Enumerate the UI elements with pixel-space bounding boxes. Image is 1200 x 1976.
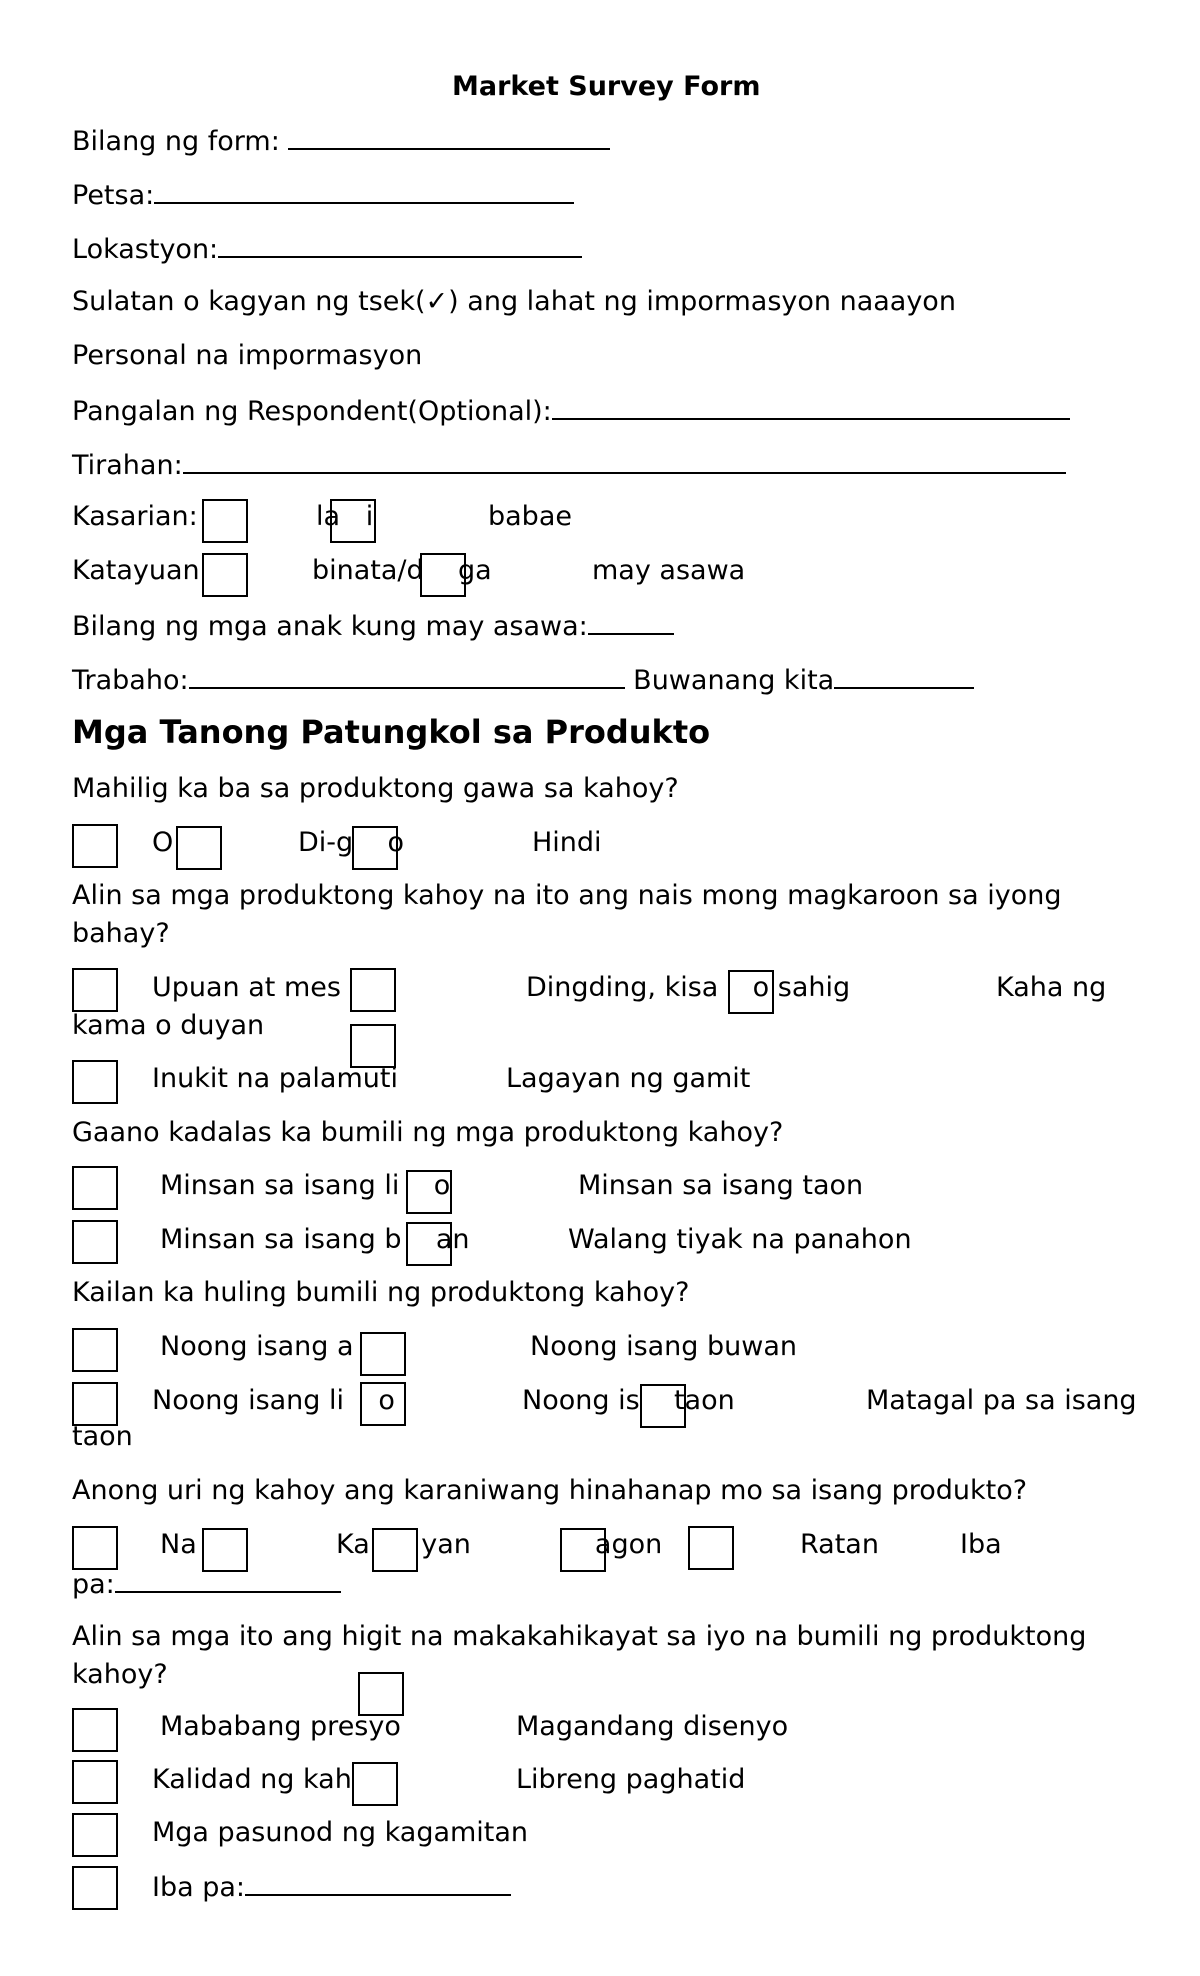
sex-option-female: babae bbox=[488, 501, 572, 532]
occupation-income-field bbox=[72, 663, 974, 697]
q5-option-mahogany: agon bbox=[552, 1529, 663, 1560]
q6-checkbox-paghatid[interactable] bbox=[352, 1762, 398, 1806]
sex-checkbox-female[interactable] bbox=[330, 499, 376, 543]
date-input[interactable] bbox=[154, 178, 574, 204]
location-label: Lokastyon: bbox=[72, 234, 219, 265]
q5-checkbox-iba[interactable] bbox=[688, 1526, 734, 1570]
form-number-label: Bilang ng form: bbox=[72, 126, 289, 157]
q4-checkbox-matagal[interactable] bbox=[640, 1384, 686, 1428]
status-checkbox-single[interactable] bbox=[202, 553, 248, 597]
q2-option-kaha-cont: kama o duyan bbox=[72, 1010, 265, 1041]
q4-text: Kailan ka huling bumili ng produktong kahoy? bbox=[72, 1277, 690, 1308]
q5-other-input[interactable] bbox=[115, 1567, 341, 1593]
q6-other-label: Iba pa: bbox=[152, 1872, 246, 1903]
children-input[interactable] bbox=[588, 609, 674, 635]
q5-checkbox-ratan[interactable] bbox=[560, 1528, 606, 1572]
q3-checkbox-buwan[interactable] bbox=[72, 1220, 118, 1264]
q2-option-lagayan: Lagayan ng gamit bbox=[506, 1063, 751, 1094]
q6-text-line2: kahoy? bbox=[72, 1659, 168, 1690]
q2-option-inukit: Inukit na palamuti bbox=[152, 1063, 398, 1094]
q1-checkbox-oo[interactable] bbox=[72, 824, 118, 868]
q2-checkbox-dingding[interactable] bbox=[350, 968, 396, 1012]
sex-option-male: la i bbox=[316, 501, 374, 532]
q4-checkbox-araw[interactable] bbox=[72, 1328, 118, 1372]
q1-option-hindi: Hindi bbox=[532, 827, 602, 858]
q1-checkbox-di-gaano[interactable] bbox=[176, 826, 222, 870]
q6-option-presyo: Mababang presyo bbox=[160, 1711, 401, 1742]
q3-checkbox-taon[interactable] bbox=[406, 1170, 452, 1214]
date-field bbox=[72, 178, 574, 212]
products-heading: Mga Tanong Patungkol sa Produkto bbox=[72, 713, 711, 751]
q6-other-input[interactable] bbox=[245, 1870, 511, 1896]
q5-text: Anong uri ng kahoy ang karaniwang hinahanap mo sa isang produkto? bbox=[72, 1475, 1028, 1506]
q5-option-narra: Na bbox=[160, 1529, 197, 1560]
address-input[interactable] bbox=[183, 448, 1066, 474]
respondent-name-field bbox=[72, 394, 1070, 428]
status-checkbox-married[interactable] bbox=[420, 553, 466, 597]
location-field bbox=[72, 232, 582, 266]
q5-option-ratan: Ratan bbox=[800, 1529, 879, 1560]
children-field bbox=[72, 609, 674, 643]
income-label: Buwanang kita bbox=[624, 665, 835, 696]
status-label: Katayuan bbox=[72, 555, 200, 586]
form-number-field bbox=[72, 124, 610, 158]
q4-checkbox-linggo[interactable] bbox=[72, 1382, 118, 1426]
q3-checkbox-linggo[interactable] bbox=[72, 1166, 118, 1210]
location-input[interactable] bbox=[218, 232, 582, 258]
q1-text: Mahilig ka ba sa produktong gawa sa kahoy? bbox=[72, 773, 679, 804]
form-number-input[interactable] bbox=[288, 124, 610, 150]
q2-option-kaha: Kaha ng bbox=[996, 972, 1107, 1003]
q2-option-dingding: Dingding, kisa o sahig bbox=[526, 972, 851, 1003]
date-label: Petsa: bbox=[72, 180, 155, 211]
status-option-married: may asawa bbox=[592, 555, 746, 586]
respondent-name-label: Pangalan ng Respondent(Optional): bbox=[72, 396, 552, 427]
q2-checkbox-inukit[interactable] bbox=[72, 1060, 118, 1104]
q6-checkbox-iba[interactable] bbox=[72, 1866, 118, 1910]
status-option-single: binata/d ga bbox=[312, 555, 492, 586]
q5-option-kawayan: Ka yan bbox=[336, 1529, 471, 1560]
q2-text-line1: Alin sa mga produktong kahoy na ito ang nais mong magkaroon sa iyong bbox=[72, 880, 1062, 911]
occupation-label: Trabaho: bbox=[72, 665, 189, 696]
q6-checkbox-pasunod[interactable] bbox=[72, 1813, 118, 1857]
sex-checkbox-male[interactable] bbox=[202, 499, 248, 543]
personal-section-title: Personal na impormasyon bbox=[72, 340, 423, 371]
q1-option-di-gaano: Di-g o bbox=[298, 827, 405, 858]
q4-checkbox-buwan[interactable] bbox=[360, 1332, 406, 1376]
q6-option-kalidad: Kalidad ng kah bbox=[152, 1764, 352, 1795]
q2-checkbox-kaha[interactable] bbox=[728, 970, 774, 1014]
address-label: Tirahan: bbox=[72, 450, 183, 481]
q6-option-disenyo: Magandang disenyo bbox=[516, 1711, 789, 1742]
q3-option-buwan: Minsan sa isang b an bbox=[160, 1224, 470, 1255]
q3-option-linggo: Minsan sa isang li o bbox=[160, 1170, 451, 1201]
q3-checkbox-walang-tiyak[interactable] bbox=[406, 1222, 452, 1266]
q2-checkbox-upuan[interactable] bbox=[72, 968, 118, 1012]
q3-option-taon: Minsan sa isang taon bbox=[578, 1170, 864, 1201]
q5-other-label: pa: bbox=[72, 1569, 115, 1600]
q4-option-linggo: Noong isang li o bbox=[152, 1385, 395, 1416]
q5-checkbox-kawayan[interactable] bbox=[202, 1528, 248, 1572]
q1-option-oo: O bbox=[152, 827, 174, 858]
q6-checkbox-disenyo[interactable] bbox=[358, 1672, 404, 1716]
q5-other-field bbox=[72, 1567, 341, 1601]
q4-option-araw: Noong isang a bbox=[160, 1331, 354, 1362]
q2-text-line2: bahay? bbox=[72, 918, 170, 949]
instruction-text: Sulatan o kagyan ng tsek(✓) ang lahat ng impormasyon naaayon bbox=[72, 286, 956, 317]
q4-checkbox-taon[interactable] bbox=[360, 1382, 406, 1426]
q4-option-matagal: Matagal pa sa isang bbox=[866, 1385, 1137, 1416]
q3-text: Gaano kadalas ka bumili ng mga produktong kahoy? bbox=[72, 1117, 784, 1148]
q6-text-line1: Alin sa mga ito ang higit na makakahikayat sa iyo na bumili ng produktong bbox=[72, 1621, 1087, 1652]
children-label: Bilang ng mga anak kung may asawa: bbox=[72, 611, 588, 642]
q5-option-iba: Iba bbox=[960, 1529, 1002, 1560]
q5-checkbox-narra[interactable] bbox=[72, 1526, 118, 1570]
q3-option-walang-tiyak: Walang tiyak na panahon bbox=[568, 1224, 912, 1255]
q4-option-matagal-cont: taon bbox=[72, 1421, 133, 1452]
q2-checkbox-lagayan[interactable] bbox=[350, 1024, 396, 1068]
occupation-input[interactable] bbox=[189, 663, 625, 689]
address-field bbox=[72, 448, 1066, 482]
q5-checkbox-mahogany[interactable] bbox=[372, 1528, 418, 1572]
income-input[interactable] bbox=[834, 663, 974, 689]
q4-option-buwan: Noong isang buwan bbox=[530, 1331, 798, 1362]
q6-other-field bbox=[152, 1870, 511, 1904]
q1-checkbox-hindi[interactable] bbox=[352, 826, 398, 870]
q2-option-upuan: Upuan at mes bbox=[152, 972, 341, 1003]
q6-checkbox-presyo[interactable] bbox=[72, 1708, 118, 1752]
respondent-name-input[interactable] bbox=[552, 394, 1070, 420]
page-title: Market Survey Form bbox=[452, 71, 761, 102]
q6-option-pasunod: Mga pasunod ng kagamitan bbox=[152, 1817, 529, 1848]
q4-option-taon: Noong is taon bbox=[522, 1385, 735, 1416]
sex-label: Kasarian: bbox=[72, 501, 198, 532]
q6-checkbox-kalidad[interactable] bbox=[72, 1760, 118, 1804]
q6-option-paghatid: Libreng paghatid bbox=[516, 1764, 746, 1795]
